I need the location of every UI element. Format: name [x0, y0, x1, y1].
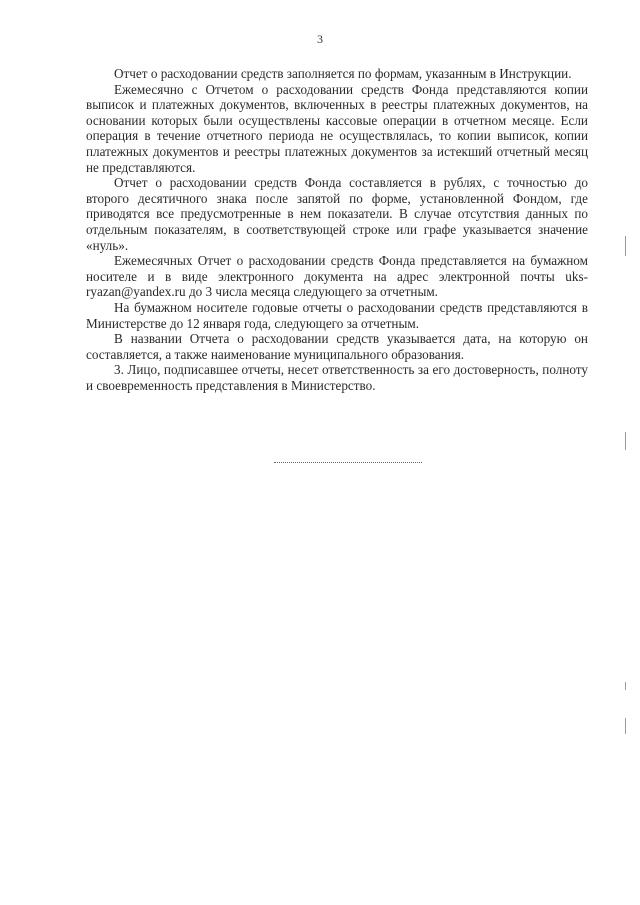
document-body — [86, 66, 588, 393]
page-number: 3 — [317, 32, 323, 46]
paragraph-5: На бумажном носителе годовые отчеты о расходовании средств представляются в Министерстве до 12 января года, следующего за отчетным. — [86, 299, 588, 331]
scan-edge-mark — [625, 236, 626, 256]
scan-edge-mark — [625, 682, 626, 690]
paragraph-1: Отчет о расходовании средств заполняется по формам, указанным в Инструкции. — [114, 66, 572, 81]
paragraph-3: Отчет о расходовании средств Фонда составляется в рублях, с точностью до второго десятичного знака после запятой по форме, установленной Фондом, где приводятся все предусмотренные в нем показатели. В случае отсутствия данных по отдельным показателям, в соответствующей строке или графе указывается значение «нуль». — [86, 175, 588, 253]
paragraph-6: В названии Отчета о расходовании средств указывается дата, на которую он составляется, а также наименование муниципального образования. — [86, 331, 588, 362]
paragraph-4: Ежемесячных Отчет о расходовании средств Фонда представляется на бумажном носителе и в виде электронного документа на адрес электронной почты uks-ryazan@yandex.ru до 3 числа месяца следующего за отчетным. — [86, 253, 588, 300]
paragraph-2: Ежемесячно с Отчетом о расходовании средств Фонда представляются копии выписок и платежных документов, включенных в реестры платежных документов, на основании которых были осуществлены кассовые операции в отчетном месяце. Если операция в течение отчетного периода не осуществлялась, то копии выписок, копии платежных документов и реестры платежных документов за истекший отчетный месяц не представляются. — [86, 81, 588, 175]
scan-edge-mark — [625, 718, 626, 734]
scan-edge-mark — [625, 432, 626, 450]
end-separator — [274, 462, 422, 463]
paragraph-7: 3. Лицо, подписавшее отчеты, несет ответственность за его достоверность, полноту и своевременность представления в Министерство. — [86, 362, 588, 393]
